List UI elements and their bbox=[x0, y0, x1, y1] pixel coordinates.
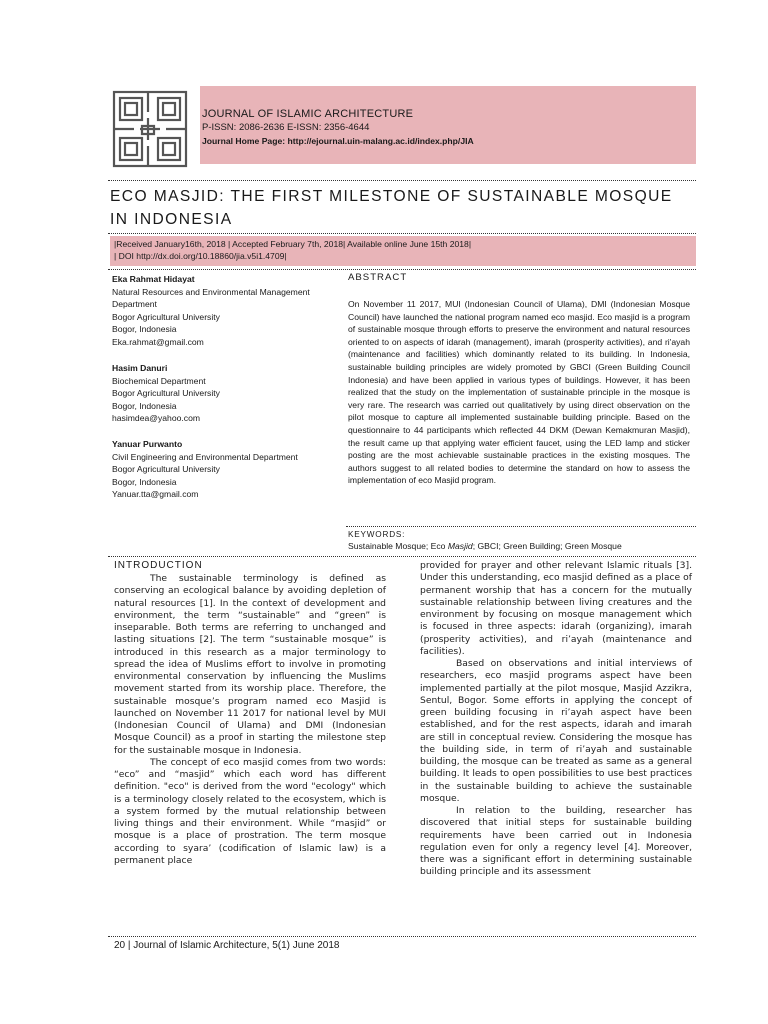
abstract-heading: ABSTRACT bbox=[348, 272, 408, 283]
body-column-left bbox=[114, 573, 386, 867]
abstract-text: On November 11 2017, MUI (Indonesian Council of Ulama), DMI (Indonesian Mosque Council) have launched the national program named eco masjid. Eco masjid is a program of sustainable mosque through efforts to preserve the environment and natural resources oriented to on aspects of idarah (management), imarah (prosperity activities), and ri'ayah (maintenance and facilities) which dominantly related to its building. In Indonesia, sustainable building principles are widely promoted by GBCI (Green Building Council Indonesia) and have been applied in various types of buildings. However, it has been realized that the study on the implementation of sustainable principle in the mosque is very rare. The research was carried out qualitatively by using direct observation on the pilot mosque to capture all implemented sustainable building principle. Based on the questionnaire to 44 participants which reflected 44 DKM (Dewan Kemakmuran Masjid), the result came up that applying water efficient faucet, using the LED lamp and sticker posting are the most achievable sustainable practices in the existing mosques. The authors suggest to all related bodies to determine the standard on how to assess the implementation of eco Masjid program. bbox=[348, 299, 690, 486]
keywords-italic: Masjid bbox=[447, 541, 473, 551]
keywords-list bbox=[348, 541, 622, 551]
paragraph: The concept of eco masjid comes from two words: “eco” and “masjid” which each word has different definition. "eco" is derived from the word "ecology" which is a terminology closely related to the ecosystem, which is a system formed by the mutual relationship between living things and their environment. While “masjid” or mosque is a place of prostration. The term mosque according to syara’ (codification of Islamic law) is a permanent place bbox=[114, 756, 386, 866]
paragraph: In relation to the building, researcher has discovered that initial steps for sustainable building requirements have been carried out in Indonesia regulation even for only a regency level [4]. Moreover, there was a significant effort in determining sustainable building principle and its assessment bbox=[420, 805, 692, 878]
journal-logo bbox=[108, 86, 192, 172]
journal-issn: P-ISSN: 2086-2636 E-ISSN: 2356-4644 bbox=[202, 122, 370, 133]
author-name: Eka Rahmat Hidayat bbox=[112, 274, 195, 284]
author-affiliation: Natural Resources and Environmental Management bbox=[112, 286, 310, 297]
divider bbox=[108, 556, 696, 557]
author-affiliation: Biochemical Department bbox=[112, 375, 206, 386]
author-university: Bogor Agricultural University bbox=[112, 388, 220, 399]
author-email[interactable]: Eka.rahmat@gmail.com bbox=[112, 336, 204, 347]
author-city: Bogor, Indonesia bbox=[112, 400, 177, 411]
article-title-line-1: ECO MASJID: THE FIRST MILESTONE OF SUSTAINABLE MOSQUE bbox=[110, 188, 673, 205]
author-university: Bogor Agricultural University bbox=[112, 464, 220, 475]
journal-homepage[interactable]: Journal Home Page: http://ejournal.uin-malang.ac.id/index.php/JIA bbox=[202, 136, 474, 146]
keywords-part: ; GBCI; Green Building; Green Mosque bbox=[472, 541, 622, 551]
keywords-part: Sustainable Mosque; Eco bbox=[348, 541, 448, 551]
article-doi[interactable]: | DOI http://dx.doi.org/10.18860/jia.v5i1.4709| bbox=[114, 251, 287, 261]
author-email[interactable]: hasimdea@yahoo.com bbox=[112, 413, 201, 424]
divider bbox=[108, 233, 696, 234]
author-email[interactable]: Yanuar.tta@gmail.com bbox=[112, 489, 199, 500]
article-title bbox=[110, 185, 700, 231]
page-footer: 20 | Journal of Islamic Architecture, 5(1) June 2018 bbox=[114, 940, 340, 951]
paragraph: The sustainable terminology is defined as conserving an ecological balance by avoiding depletion of natural resources [1]. In the context of development and environment, the term “sustainable” and “green” is inseparable. Both terms are referring to unchanged and lasting situations [2]. The term “sustainable mosque” is introduced in this research as a major terminology to spread the idea of Muslims effort to involve in promoting environmental conservation by influencing the Muslims movement started from its worship place. Therefore, the sustainable mosque’s program named eco Masjid is launched on November 11 2017 for national level by MUI (Indonesian Council of Ulama) and DMI (Indonesian Mosque Council) as a proof in starting the milestone step for the sustainable mosque in Indonesia. bbox=[114, 573, 386, 756]
author-city: Bogor, Indonesia bbox=[112, 476, 177, 487]
paragraph: Based on observations and initial interviews of researchers, eco masjid programs aspect have been implemented partially at the pilot mosque, Masjid Azzikra, Sentul, Bogor. Some efforts in applying the concept of green building focusing in ri’ayah aspect have been established, and for the rest aspects, idarah and imarah are still in conceptual review. Considering the mosque has the building side, in term of ri’ayah and sustainable building, the mosque can be treated as same as a general building. It leads to open possibilities to use best practices in the sustainable building to achieve the sustainable mosque. bbox=[420, 658, 692, 804]
author-block bbox=[112, 362, 347, 425]
author-block bbox=[112, 273, 347, 349]
author-name: Yanuar Purwanto bbox=[112, 439, 183, 449]
author-affiliation: Department bbox=[112, 299, 157, 310]
author-name: Hasim Danuri bbox=[112, 363, 168, 373]
body-column-right bbox=[420, 560, 692, 879]
article-dates: |Received January16th, 2018 | Accepted February 7th, 2018| Available online June 15th 2018| bbox=[114, 239, 472, 249]
author-block bbox=[112, 438, 347, 501]
author-university: Bogor Agricultural University bbox=[112, 311, 220, 322]
divider bbox=[346, 526, 696, 527]
journal-title: JOURNAL OF ISLAMIC ARCHITECTURE bbox=[202, 108, 414, 120]
paragraph: provided for prayer and other relevant Islamic rituals [3]. Under this understanding, eco masjid defined as a place of permanent worship that has a concern for the mutually sustainable relationship between living creatures and the environment by focusing on mosque management which is focused in three aspects: idarah (organizing), imarah (prosperity activities), and ri’ayah (maintenance and facilities). bbox=[420, 560, 692, 657]
divider bbox=[108, 936, 696, 937]
divider bbox=[108, 180, 696, 181]
author-affiliation: Civil Engineering and Environmental Department bbox=[112, 451, 298, 462]
author-city: Bogor, Indonesia bbox=[112, 324, 177, 335]
divider bbox=[108, 269, 696, 270]
keywords-heading: KEYWORDS: bbox=[348, 530, 406, 539]
section-heading-introduction: INTRODUCTION bbox=[114, 560, 203, 571]
article-title-line-2: IN INDONESIA bbox=[110, 211, 233, 228]
